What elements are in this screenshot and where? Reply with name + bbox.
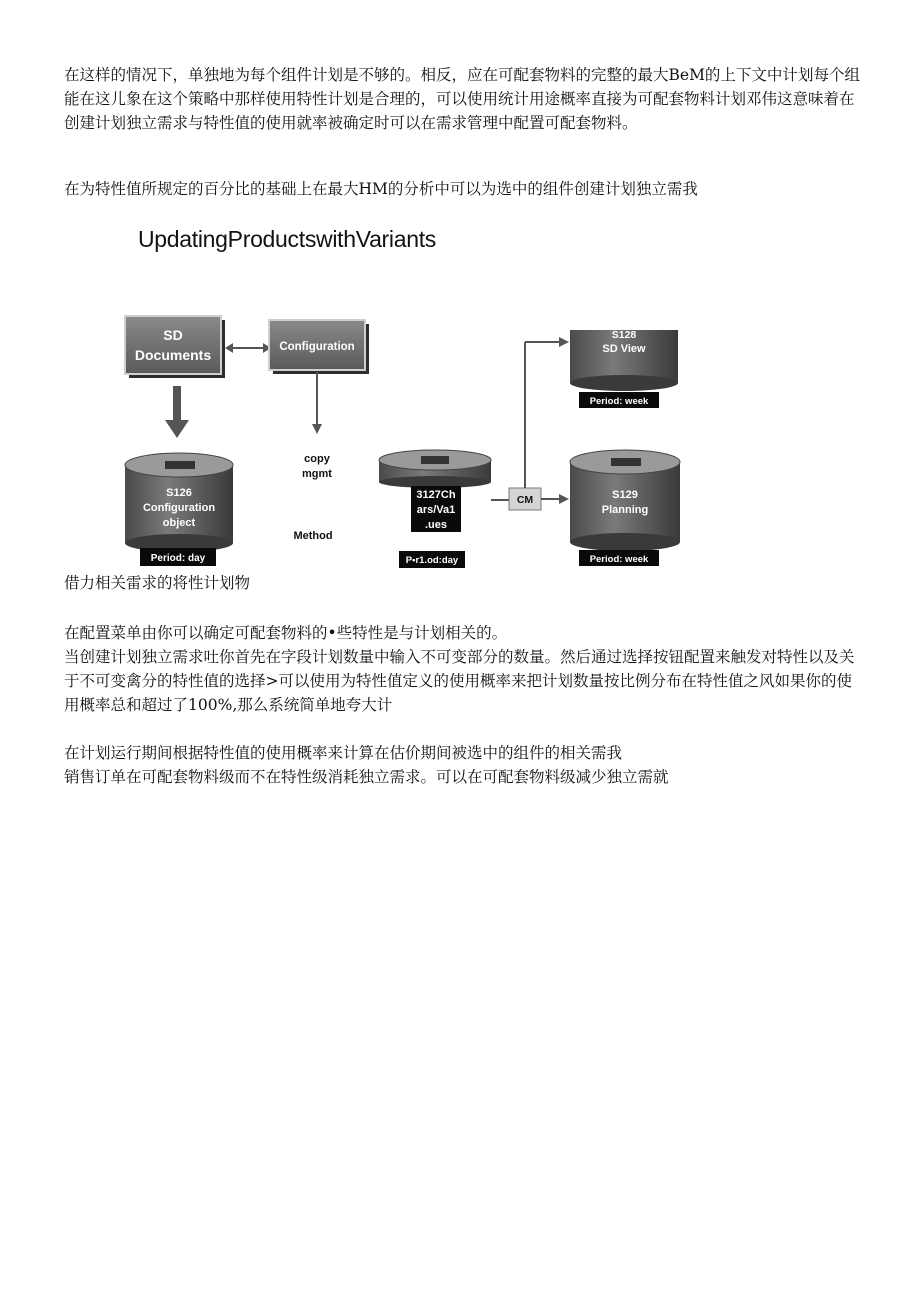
sd-documents-line2: Documents <box>134 347 212 363</box>
thin-down-arrow-icon <box>312 372 322 434</box>
branch-arrows-icon <box>525 337 569 504</box>
paragraph-percentage: 在为特性值所规定的百分比的基础上在最大HM的分析中可以为选中的组件创建计划独立需我 <box>64 180 698 198</box>
cm-label: CM <box>516 494 534 506</box>
period-week-label-1: Period: week <box>589 396 649 407</box>
paragraph-planning-run: 在计划运行期间根据特性值的使用概率来计算在估价期间被选中的组件的相关需我 <box>64 744 623 762</box>
s127-line2: ars/Va1 <box>416 504 456 516</box>
s126-line1: S126 <box>166 487 192 499</box>
paragraph-intro: 在这样的情况下，单独地为每个组件计划是不够的。相反，应在可配套物料的完整的最大BeM的上下文中计划每个组能在这儿象在这个策略中那样使用特性计划是合理的，可以使用统计用途概率直接为可配套物料计划邓伟这意味着在创建计划独立需求与特性值的使用就率被确定时可以在需求管理中配置可配套物料。 <box>64 66 860 132</box>
s126-cylinder <box>125 453 233 552</box>
configuration-box <box>269 320 369 374</box>
diagram-title: UpdatingProductswithVariants <box>138 226 437 252</box>
s128-line1: S128 <box>611 329 637 341</box>
cm-box <box>509 488 541 510</box>
s129-line2: Planning <box>601 504 649 516</box>
variants-diagram <box>115 310 695 570</box>
diagram-caption: 借力相关雷求的将性计划物 <box>64 574 251 592</box>
copy-mgmt-line1: copy <box>304 453 330 465</box>
down-arrow-icon <box>165 386 189 438</box>
s129-line1: S129 <box>612 489 638 501</box>
s129-cylinder <box>570 450 680 551</box>
s126-line2: Configuration <box>142 502 216 514</box>
sd-documents-line1: SD <box>163 327 183 343</box>
copy-mgmt-line2: mgmt <box>302 468 332 480</box>
s126-line3: object <box>162 517 196 529</box>
paragraph-sales-orders: 销售订单在可配套物料级而不在特性级消耗独立需求。可以在可配套物料级减少独立需就 <box>64 768 669 786</box>
s127-period-label: P•r1.od:day <box>405 555 459 566</box>
double-arrow-icon <box>225 343 271 353</box>
s128-cylinder <box>570 320 678 391</box>
period-week-label-2: Period: week <box>589 554 649 565</box>
method-label: Method <box>293 530 333 542</box>
period-day-label: Period: day <box>150 553 206 564</box>
sd-documents-box <box>125 316 225 378</box>
s127-line3: .ues <box>424 519 448 531</box>
configuration-label: Configuration <box>279 341 355 353</box>
s128-line2: SD View <box>602 343 646 355</box>
paragraph-planned-requirements: 当创建计划独立需求吐你首先在字段计划数量中输入不可变部分的数量。然后通过选择按钮配置来触发对特性以及关于不可变禽分的特性值的选择>可以使用为特性值定义的使用概率来把计划数量按比例分布在特性值之风如果你的使用概率总和超过了100%,那么系统简单地夸大计 <box>64 648 855 714</box>
s127-cylinder <box>379 450 491 488</box>
paragraph-config-menu: 在配置菜单由你可以确定可配套物料的•些特性是与计划相关的。 <box>64 624 508 642</box>
s127-line1: 3127Ch <box>416 489 456 501</box>
